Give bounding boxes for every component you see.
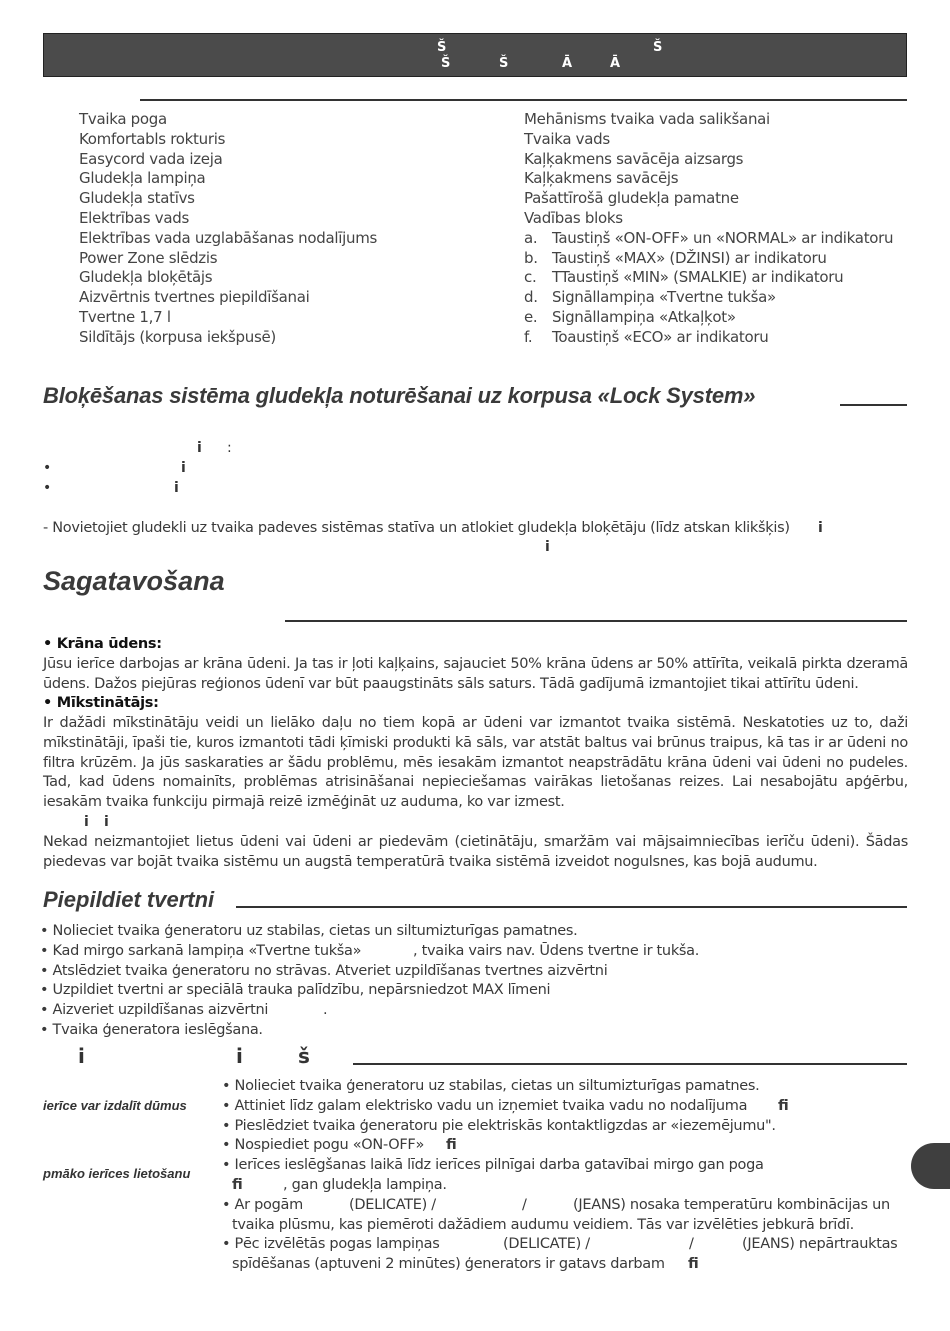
part-item: Elektrības vada uzglabāšanas nodalījums [79, 228, 378, 247]
section-rule [353, 1063, 907, 1065]
side-note: ierīce var izdalīt dūmus [43, 1098, 187, 1113]
start-step-text: / [522, 1196, 527, 1213]
control-item [524, 288, 893, 308]
fill-step-tail: . [323, 1002, 328, 1019]
start-step [222, 1235, 910, 1255]
fill-step-text: • Aizveriet uzpildīšanas aizvērtni [40, 1002, 269, 1019]
fill-step: • Tvaika ģeneratora ieslēgšana. [40, 1021, 263, 1038]
section-rule [285, 620, 907, 622]
start-step [222, 1176, 910, 1196]
part-item: Mehānisms tvaika vada salikšanai [524, 110, 770, 128]
fill-steps [40, 922, 910, 1041]
part-item: Pašattīrošā gludekļa pamatne [524, 189, 739, 208]
control-text: TTaustiņš «MIN» (SMALKIE) ar indikatoru [552, 268, 844, 287]
part-item: Aizvērtnis tvertnes piepildīšanai [79, 288, 310, 307]
start-step [222, 1196, 910, 1216]
start-step-text: • Pēc izvēlētās pogas lampiņas [222, 1236, 440, 1253]
control-item [524, 229, 893, 249]
control-text: Taustiņš «ON-OFF» un «NORMAL» ar indikatoru [552, 228, 894, 247]
side-note: pmāko ierīces lietošanu [43, 1166, 191, 1181]
start-step-text: (JEANS) nosaka temperatūru kombinācijas un [573, 1196, 890, 1213]
control-item [524, 268, 893, 288]
section-rule [140, 99, 907, 101]
description-right [524, 110, 893, 348]
fill-step: • Uzpildiet tvertni ar speciālā trauka palīdzību, nepārsniedzot MAX līmeni [40, 982, 551, 999]
heading-glyph: š [298, 1044, 310, 1068]
fill-step [40, 1001, 910, 1021]
text-fragment: i [545, 539, 550, 555]
header-glyph: Š [437, 40, 447, 55]
fi-glyph: ﬁ [446, 1137, 457, 1154]
start-step: • Pieslēdziet tvaika ģeneratoru pie elektriskās kontaktligzdas ar «iezemējumu". [222, 1117, 776, 1134]
start-step-text: • Attiniet līdz galam elektrisko vadu un izņemiet tvaika vadu no nodalījuma [222, 1097, 748, 1114]
part-item: Sildītājs (korpusa iekšpusē) [79, 327, 276, 346]
start-step: • Ierīces ieslēgšanas laikā līdz ierīces pilnīgai darba gatavībai mirgo gan poga [222, 1157, 764, 1174]
section-rule [840, 404, 907, 406]
lock-section-title: Bloķēšanas sistēma gludekļa noturēšanai uz korpusa «Lock System» [43, 383, 756, 408]
start-step [222, 1136, 910, 1156]
heading-glyph: i [78, 1044, 85, 1068]
text-fragment: i [174, 480, 179, 496]
control-letter: e. [524, 307, 538, 326]
fi-glyph: ﬁ [232, 1176, 243, 1193]
text-fragment: : [227, 440, 232, 456]
control-text: Signāllampiņa «Atkaļķot» [552, 307, 736, 326]
part-item: Gludekļa lampiņa [79, 169, 206, 188]
control-item [524, 328, 893, 348]
start-step-text: (DELICATE) / [349, 1196, 436, 1213]
text-fragment: i [818, 520, 823, 536]
fill-step-text: • Kad mirgo sarkanā lampiņa «Tvertne tukša» [40, 942, 362, 959]
part-item: Tvertne 1,7 l [79, 307, 171, 326]
text-fragment: i [84, 814, 89, 830]
part-item: Elektrības vads [79, 208, 189, 227]
start-step: tvaika plūsmu, kas piemēroti dažādiem audumu veidiem. Tās var izvēlēties jebkurā brīdī. [232, 1216, 854, 1233]
fill-step: • Nolieciet tvaika ģeneratoru uz stabilas, cietas un siltumizturīgas pamatnes. [40, 923, 578, 939]
part-item: Tvaika poga [79, 110, 167, 128]
start-step-text: • Ar pogām [222, 1196, 303, 1213]
fill-tank-title: Piepildiet tvertni [43, 887, 215, 912]
start-step: • Nolieciet tvaika ģeneratoru uz stabilas, cietas un siltumizturīgas pamatnes. [222, 1078, 760, 1094]
start-step-text: (DELICATE) / [503, 1236, 590, 1253]
warning-text: Nekad neizmantojiet lietus ūdeni vai ūdeni ar piedevām (cietinātāju, smaržām vai mājsaimniecības ierīču ūdeni). Šādas piedevas var bojāt tvaika sistēmu un augstā temperatūrā tvaika sistēmā izveidot nogulsnes, kas bojā audumu. [43, 834, 908, 870]
header-bar [43, 33, 907, 77]
header-glyph: Š [653, 40, 663, 55]
heading-glyph: i [236, 1044, 243, 1068]
fill-step: • Atslēdziet tvaika ģeneratoru no strāvas. Atveriet uzpildīšanas tvertnes aizvērtni [40, 962, 608, 979]
part-item: Vadības bloks [524, 208, 623, 227]
part-item: Gludekļa statīvs [79, 189, 195, 208]
start-step [222, 1255, 910, 1275]
start-step-text: , gan gludekļa lampiņa. [283, 1176, 447, 1193]
section-rule [236, 906, 907, 908]
preparation-title: Sagatavošana [43, 566, 225, 596]
control-letter: a. [524, 228, 538, 247]
start-step-text: • Nospiediet pogu «ON-OFF» [222, 1137, 425, 1154]
control-text: Toaustiņš «ECO» ar indikatoru [552, 327, 769, 346]
control-letter: b. [524, 248, 538, 267]
header-glyph: Ā [562, 56, 573, 71]
header-glyph: Ā [610, 56, 621, 71]
part-item: Power Zone slēdzis [79, 248, 218, 267]
description-left [79, 110, 377, 348]
start-step [222, 1097, 910, 1117]
fill-step [40, 942, 910, 962]
part-item: Easycord vada izeja [79, 149, 223, 168]
text-fragment: i [197, 440, 202, 456]
fi-glyph: ﬁ [688, 1256, 699, 1273]
control-letter: f. [524, 327, 533, 346]
control-letter: d. [524, 288, 538, 307]
tap-water-heading [43, 635, 908, 655]
tap-water-text: Jūsu ierīce darbojas ar krāna ūdeni. Ja tas ir ļoti kaļķains, sajauciet 50% krāna ūdens ar 50% attīrīta, veikalā pirkta dzeramā ūdens. Dažos piejūras reģionos ūdenī var būt paaugstināts sāls saturs. Tādā gadījumā izmantojiet tikai attīrītu ūdeni. [43, 656, 908, 692]
control-text: Taustiņš «MAX» (DŽINSI) ar indikatoru [552, 248, 827, 267]
softener-label: • Mīkstinātājs: [43, 695, 159, 711]
softener-heading [43, 694, 908, 714]
bullet: • [43, 480, 52, 496]
text-fragment: i [104, 814, 109, 830]
control-letter: c. [524, 268, 537, 287]
header-glyph: Š [441, 56, 451, 71]
start-steps [222, 1077, 910, 1275]
control-item [524, 308, 893, 328]
fi-glyph: ﬁ [778, 1097, 789, 1114]
bullet: • [43, 460, 52, 476]
softener-text: Ir dažādi mīkstinātāju veidi un lielāko daļu no tiem kopā ar ūdeni var izmantot tvaika sistēmā. Neskatoties uz to, daži mīkstinātāji, īpaši tie, kuros izmantoti tādi ķīmiski produkti kā sāls, var atstāt baltus vai brūnus traipus, kā tas ir ar ūdeni no filtra krūzēm. Ja jūs saskaraties ar šādu problēmu, mēs iesakām izmantot neapstrādātu krāna ūdeni vai ūdeni no pudeles. Tad, kad ūdens nomainīts, problēmas atrisināšanai nepieciešamas vairākas lietošanas reizes. Lai nesabojātu apģērbu, iesakām tvaika funkciju pirmajā reizē izmēģināt uz auduma, ko var izmest. [43, 715, 908, 811]
start-step-text: spīdēšanas (aptuveni 2 minūtes) ģenerators ir gatavs darbam [232, 1256, 665, 1273]
part-item: Komfortabls rokturis [79, 129, 226, 148]
tap-water-label: • Krāna ūdens: [43, 636, 162, 652]
start-step-text: / [689, 1236, 694, 1253]
lock-instruction: - Novietojiet gludekli uz tvaika padeves sistēmas statīva un atlokiet gludekļa bloķētāju (līdz atskan klikšķis) [43, 520, 790, 536]
control-item [524, 249, 893, 269]
page-tab-marker [911, 1143, 950, 1189]
text-fragment: i [181, 460, 186, 476]
control-text: Signāllampiņa «Tvertne tukša» [552, 288, 776, 307]
part-item: Tvaika vads [524, 129, 610, 148]
header-glyph: Š [499, 56, 509, 71]
start-step-text: (JEANS) nepārtrauktas [742, 1236, 898, 1253]
part-item: Kaļķakmens savācēja aizsargs [524, 149, 744, 168]
fill-step-tail: , tvaika vairs nav. Ūdens tvertne ir tukša. [413, 942, 700, 959]
part-item: Kaļķakmens savācējs [524, 169, 679, 188]
part-item: Gludekļa bloķētājs [79, 268, 213, 287]
